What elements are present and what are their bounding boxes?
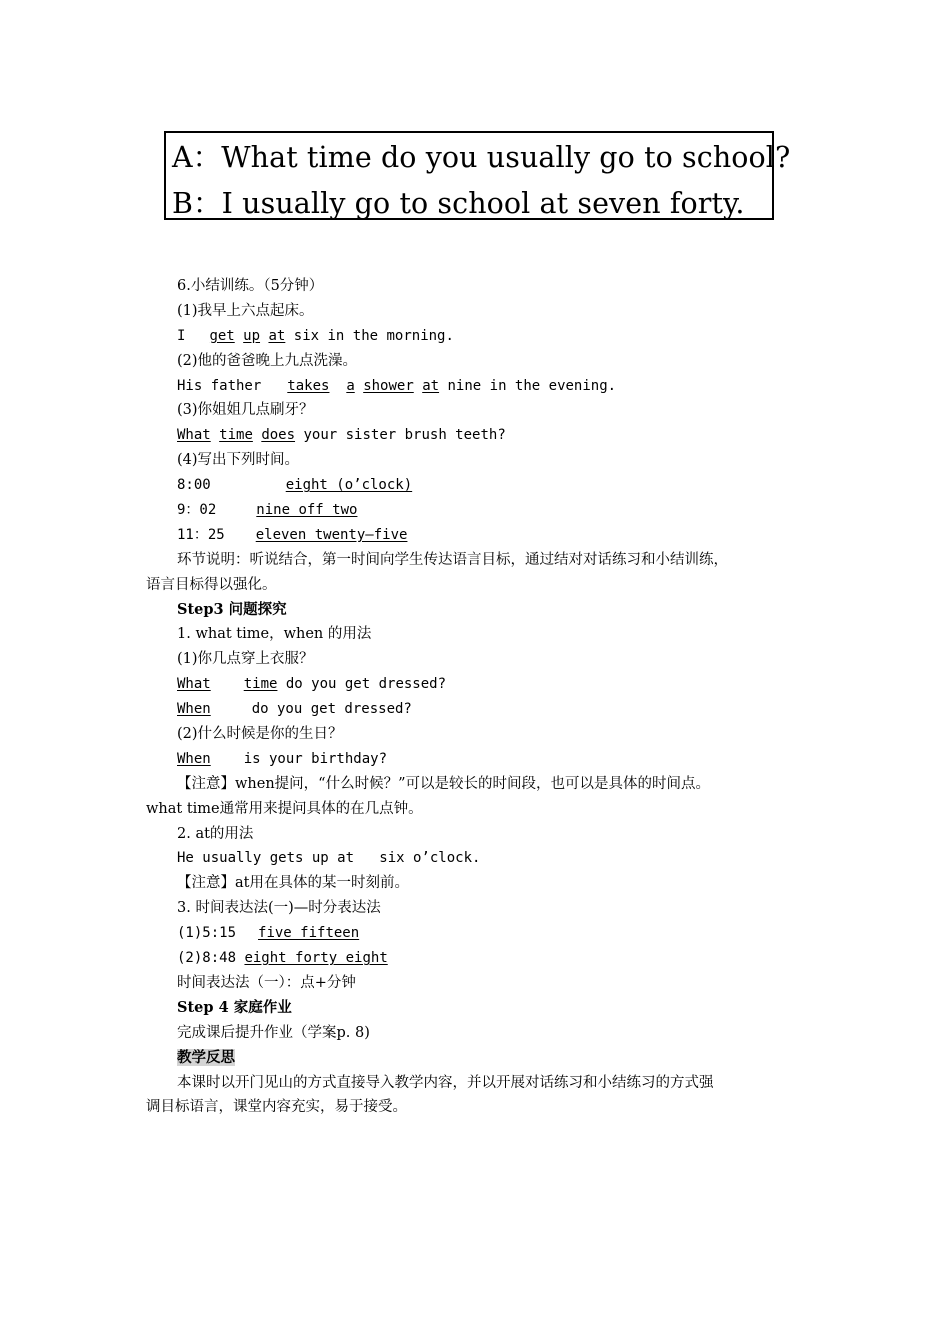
section6-note-line1: 环节说明：听说结合，第一时间向学生传达语言目标，通过结对对话练习和小结训练， bbox=[177, 551, 728, 568]
section6-q4-cn: (4)写出下列时间。 bbox=[177, 452, 300, 469]
section6-heading: 6.小结训练。（5分钟） bbox=[177, 278, 324, 294]
dialog-box bbox=[164, 131, 791, 220]
sentence-rest: do you get dressed? bbox=[285, 676, 447, 693]
reflection-heading-row bbox=[146, 1046, 826, 1071]
lesson-content bbox=[146, 274, 826, 1120]
word: His father bbox=[177, 377, 262, 394]
step3-q2-cn: (2)什么时候是你的生日？ bbox=[177, 726, 343, 743]
step4-task: 完成课后提升作业（学案p. 8) bbox=[177, 1024, 370, 1041]
section6-note-line2: 语言目标得以强化。 bbox=[146, 576, 277, 593]
answer-blank: When bbox=[177, 701, 211, 718]
dialog-line-b: B：I usually go to school at seven forty. bbox=[172, 187, 745, 220]
reflection-heading: 教学反思 bbox=[177, 1048, 235, 1066]
step4-heading: Step 4 家庭作业 bbox=[177, 998, 292, 1016]
answer-blank: takes bbox=[287, 377, 330, 394]
time-value: 11：25 bbox=[177, 526, 225, 543]
answer-blank: get bbox=[209, 327, 235, 344]
reflection-line2: 调目标语言，课堂内容充实，易于接受。 bbox=[146, 1099, 407, 1116]
sentence-rest: is your birthday? bbox=[243, 750, 388, 767]
time-value: 8:00 bbox=[177, 477, 211, 494]
answer-blank: does bbox=[261, 427, 296, 444]
step3-notice1-line2: what time通常用来提问具体的在几点钟。 bbox=[146, 800, 423, 817]
time-label: (1)5:15 bbox=[177, 925, 237, 942]
step3-item3-1 bbox=[146, 921, 826, 946]
answer-blank: What bbox=[177, 427, 211, 444]
answer-blank: time bbox=[243, 676, 278, 693]
step3-q1-b bbox=[146, 697, 826, 722]
answer-blank: When bbox=[177, 750, 211, 767]
section6-q3-en bbox=[146, 423, 826, 448]
step3-notice2: 【注意】at用在具体的某一时刻前。 bbox=[177, 875, 409, 892]
time-value: 9：02 bbox=[177, 502, 217, 519]
sentence-rest: nine in the evening. bbox=[447, 377, 617, 394]
time-row bbox=[146, 523, 826, 548]
step3-item2-example: He usually gets up at six o’clock. bbox=[177, 850, 481, 867]
time-answer: nine off two bbox=[256, 502, 358, 519]
time-row bbox=[146, 473, 826, 498]
step3-notice1-line1: 【注意】when提问，“什么时候？”可以是较长的时间段，也可以是具体的时间点。 bbox=[177, 775, 710, 792]
section6-q2-cn: (2)他的爸爸晚上九点洗澡。 bbox=[177, 352, 358, 369]
time-answer: eight (o’clock) bbox=[285, 477, 413, 494]
answer-blank: What bbox=[177, 676, 211, 693]
step3-item1: 1. what time，when 的用法 bbox=[177, 626, 372, 643]
sentence-rest: six in the morning. bbox=[293, 327, 454, 344]
answer-blank: shower bbox=[363, 377, 414, 394]
answer-blank: at bbox=[268, 327, 286, 344]
answer-blank: up bbox=[243, 327, 261, 344]
time-answer: eight forty eight bbox=[244, 950, 388, 967]
answer-blank: at bbox=[422, 377, 440, 394]
step3-item3-2 bbox=[146, 946, 826, 971]
answer-blank: a bbox=[346, 377, 355, 394]
sentence-rest: your sister brush teeth? bbox=[303, 427, 506, 444]
step3-q2-a bbox=[146, 747, 826, 772]
step3-item3: 3. 时间表达法(一)—时分表达法 bbox=[177, 900, 381, 917]
time-label: (2)8:48 bbox=[177, 950, 237, 967]
section6-q1-en bbox=[146, 324, 826, 349]
step3-heading: Step3 问题探究 bbox=[177, 600, 287, 618]
word: I bbox=[177, 327, 186, 344]
step3-q1-a bbox=[146, 672, 826, 697]
reflection-line1: 本课时以开门见山的方式直接导入教学内容，并以开展对话练习和小结练习的方式强 bbox=[177, 1074, 714, 1091]
time-answer: five fifteen bbox=[258, 925, 360, 942]
section6-q2-en bbox=[146, 374, 826, 399]
time-answer: eleven twenty—five bbox=[255, 526, 408, 543]
dialog-line-a: A：What time do you usually go to school? bbox=[172, 141, 791, 174]
step3-item2: 2. at的用法 bbox=[177, 825, 254, 842]
step3-q1-cn: (1)你几点穿上衣服？ bbox=[177, 651, 314, 668]
section6-q3-cn: (3)你姐姐几点刷牙？ bbox=[177, 402, 314, 419]
sentence-rest: do you get dressed? bbox=[251, 701, 412, 718]
time-row bbox=[146, 498, 826, 523]
answer-blank: time bbox=[219, 427, 253, 444]
section6-q1-cn: (1)我早上六点起床。 bbox=[177, 302, 314, 319]
step3-item3-rule: 时间表达法（一）：点+分钟 bbox=[177, 974, 356, 991]
